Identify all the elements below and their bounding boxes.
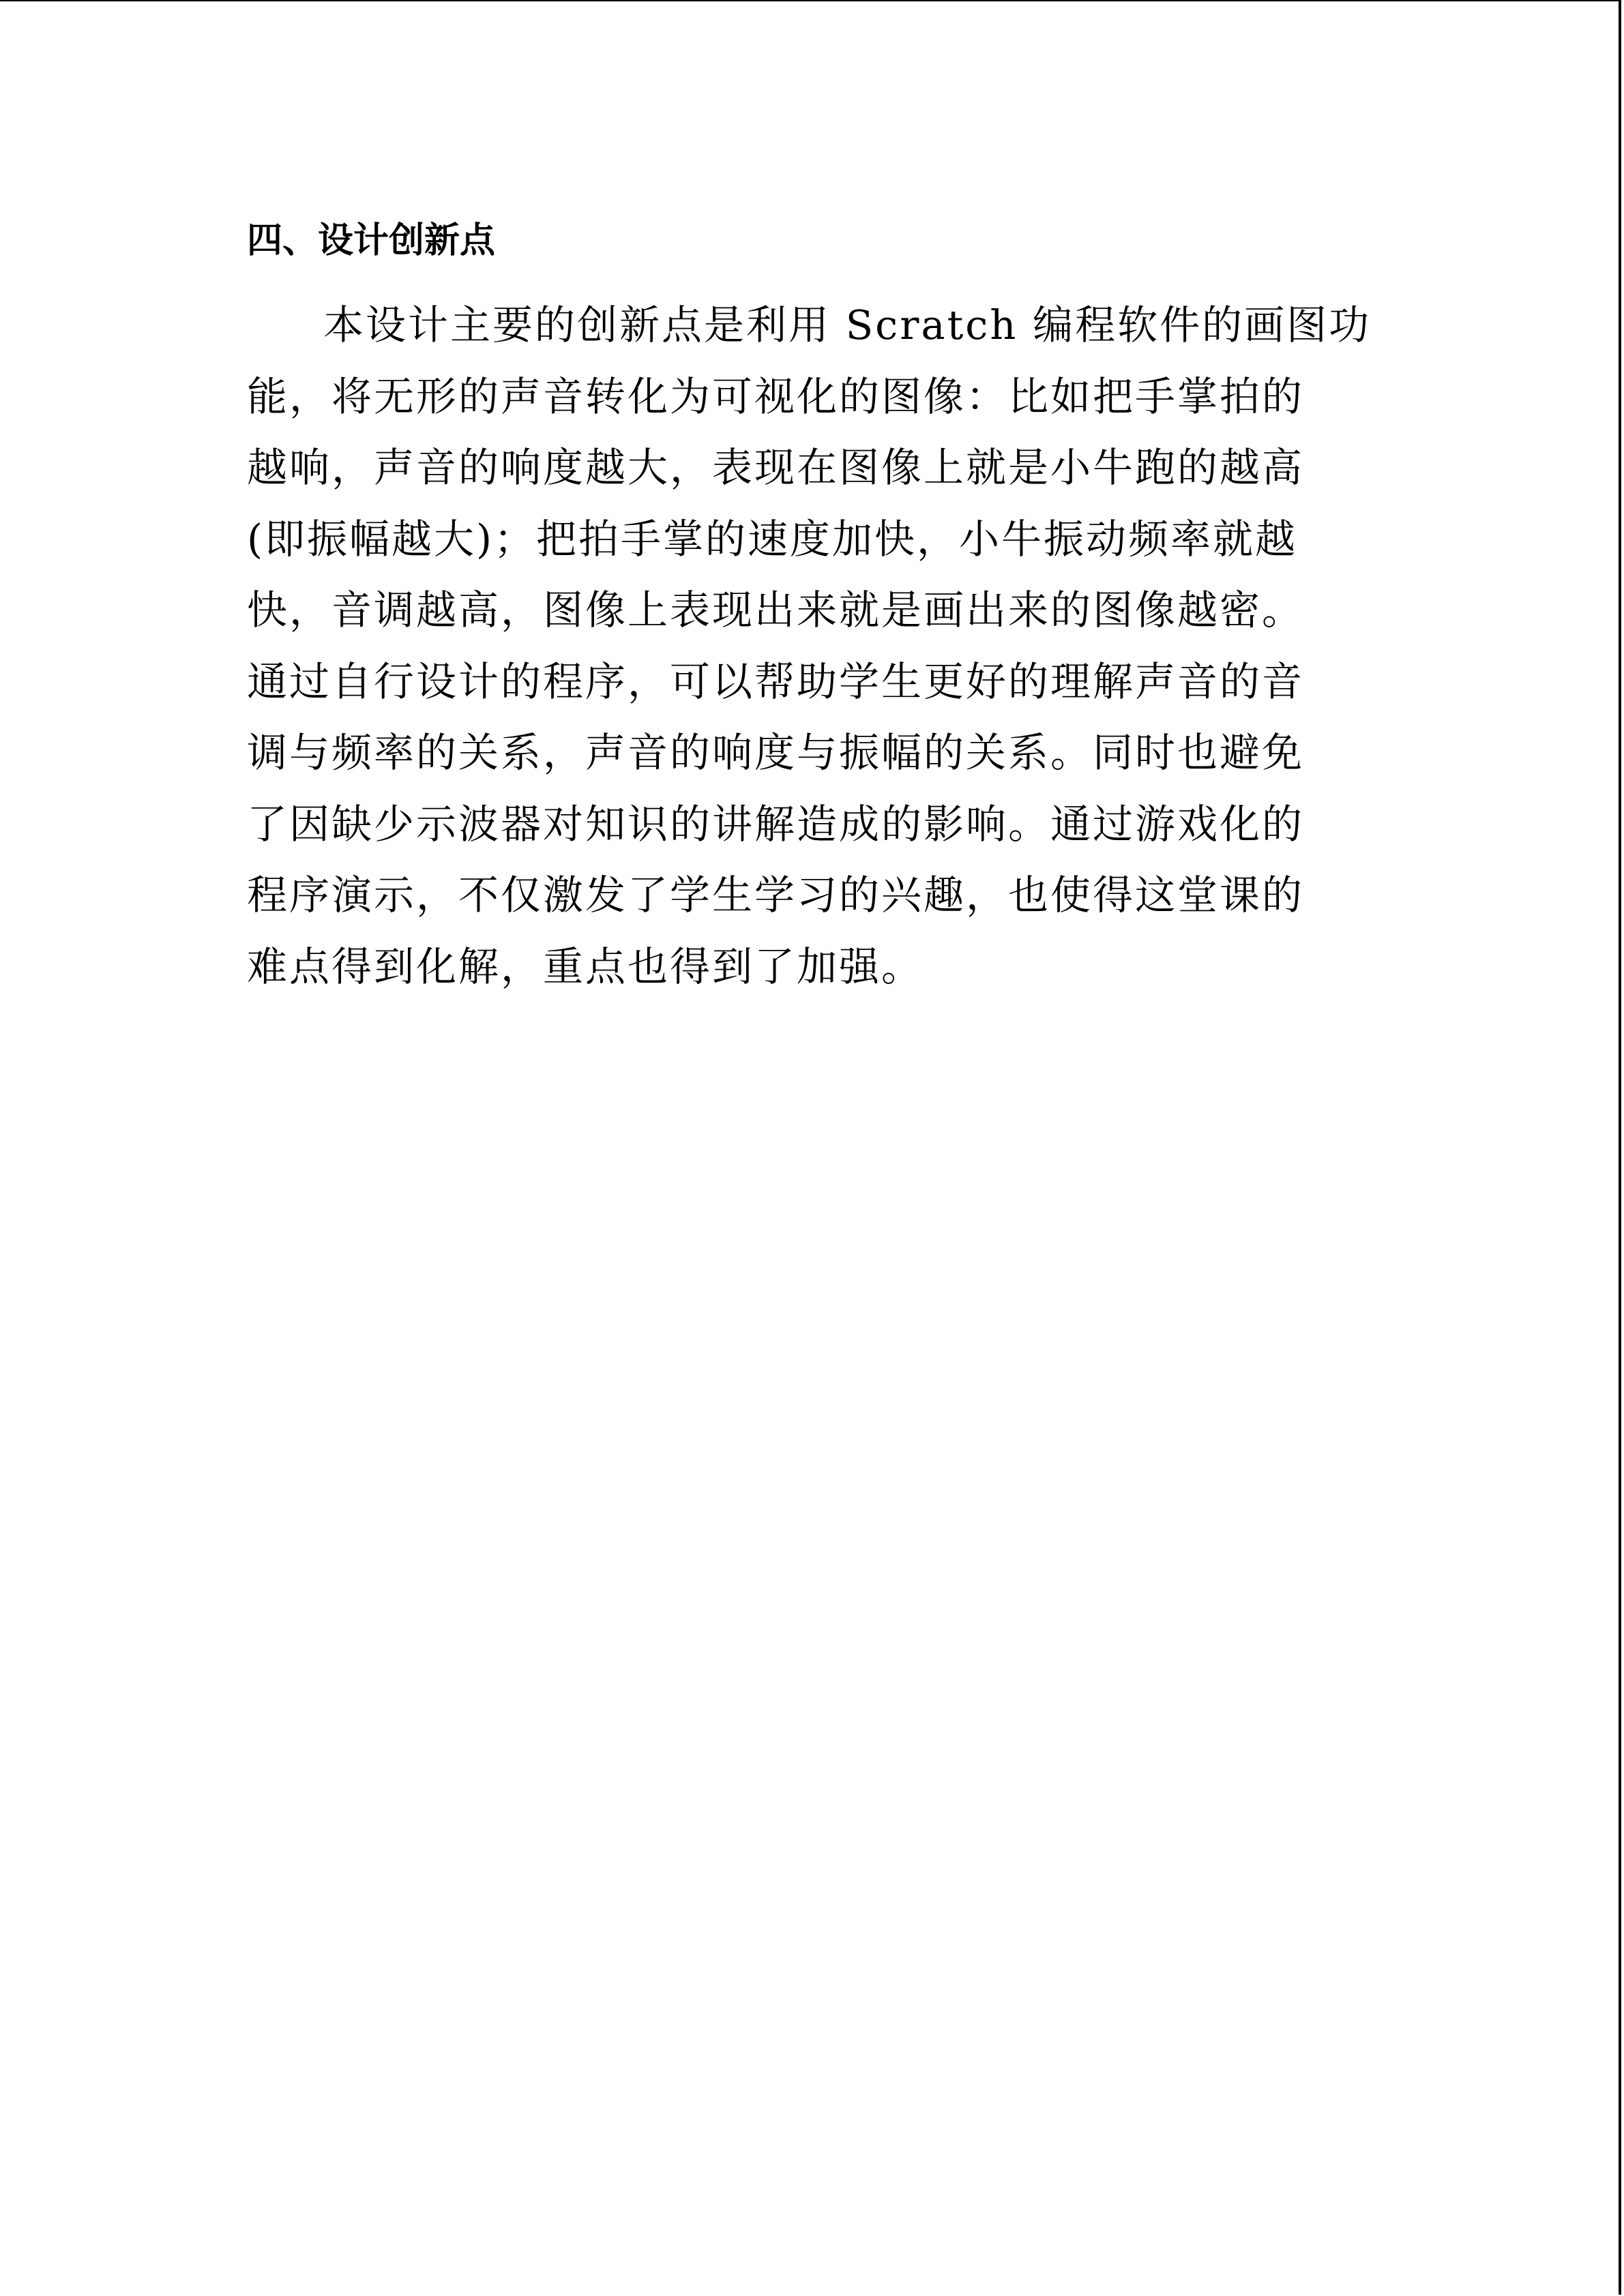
paragraph-line: 越响，声音的响度越大，表现在图像上就是小牛跑的越高 bbox=[247, 444, 1305, 491]
paragraph-line: 本设计主要的创新点是利用 Scratch 编程软件的画图功 bbox=[323, 301, 1372, 348]
paragraph-line: 通过自行设计的程序，可以帮助学生更好的理解声音的音 bbox=[247, 657, 1305, 705]
paragraph-line: 程序演示，不仅激发了学生学习的兴趣，也使得这堂课的 bbox=[247, 871, 1305, 919]
paragraph-line: 调与频率的关系，声音的响度与振幅的关系。同时也避免 bbox=[247, 729, 1305, 776]
paragraph-line: 快，音调越高，图像上表现出来就是画出来的图像越密。 bbox=[247, 586, 1305, 633]
body-paragraph bbox=[247, 295, 1372, 1007]
paragraph-line: 了因缺少示波器对知识的讲解造成的影响。通过游戏化的 bbox=[247, 800, 1305, 848]
paragraph-line: 能，将无形的声音转化为可视化的图像：比如把手掌拍的 bbox=[247, 372, 1305, 420]
paragraph-line: 难点得到化解，重点也得到了加强。 bbox=[247, 942, 924, 990]
section-heading: 四、设计创新点 bbox=[247, 220, 496, 261]
paragraph-line: (即振幅越大)；把拍手掌的速度加快，小牛振动频率就越 bbox=[247, 515, 1298, 563]
